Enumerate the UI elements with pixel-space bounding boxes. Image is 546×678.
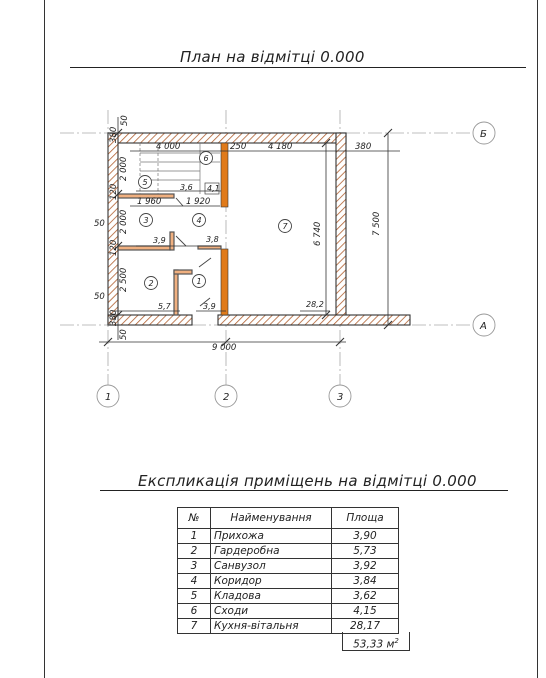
axis-2-label: 2 [223,392,230,403]
area-3-6: 3,6 [180,183,193,192]
dim-4180: 4 180 [268,142,293,152]
room-2: 2 [148,279,154,288]
row-name: Кухня-вітальня [211,619,332,634]
table-row [178,604,399,619]
room-7: 7 [282,222,288,231]
total-area-value: 53,33 м [353,638,395,651]
dim-left-2000-b: 2 000 [119,209,129,234]
bearing-partition [221,143,228,315]
row-name: Кладова [211,589,332,604]
row-no: 2 [178,544,211,559]
row-area: 5,73 [332,544,399,559]
header-area: Площа [332,508,399,529]
dim-left-2500: 2 500 [119,267,129,292]
row-no: 1 [178,529,211,544]
total-area [342,632,410,651]
row-name: Сходи [211,604,332,619]
area-3-9-b: 3,9 [203,302,216,311]
row-no: 7 [178,619,211,634]
axis-a-label: А [480,321,487,332]
explication-title-underline [100,490,508,491]
row-area: 3,90 [332,529,399,544]
area-3-8: 3,8 [206,235,219,244]
dim-380-right: 380 [355,142,372,152]
dim-7500: 7 500 [372,211,382,236]
dim-1920: 1 920 [186,197,211,207]
room-4: 4 [196,216,202,225]
axis-bubbles [97,122,495,407]
row-area: 3,92 [332,559,399,574]
row-name: Санвузол [211,559,332,574]
row-no: 4 [178,574,211,589]
row-name: Гардеробна [211,544,332,559]
row-area: 28,17 [332,619,399,634]
dim-4000: 4 000 [156,142,181,152]
interior-partitions [118,194,221,315]
room-5: 5 [142,178,148,187]
header-name: Найменування [211,508,332,529]
row-no: 3 [178,559,211,574]
explication-title: Експликація приміщень на відмітці 0.000 [138,472,477,490]
row-name: Коридор [211,574,332,589]
dim-left-50-top: 50 [120,115,130,126]
dim-left-2000-a: 2 000 [119,156,129,181]
table-row [178,529,399,544]
dim-9000: 9 000 [212,343,237,353]
table-row [178,589,399,604]
dim-left-380-top: 380 [109,126,119,143]
area-5-7: 5,7 [158,302,171,311]
dim-1960: 1 960 [137,197,162,207]
row-no: 5 [178,589,211,604]
header-no: № [178,508,211,529]
row-area: 4,15 [332,604,399,619]
room-markers [139,152,292,290]
area-28-2: 28,2 [306,300,324,309]
dim-left-50-mid: 50 [94,219,105,229]
axis-3-label: 3 [337,392,344,403]
table-header-row [178,508,399,529]
row-area: 3,62 [332,589,399,604]
dim-left-50-low: 50 [94,292,105,302]
dimension-ticks [104,126,392,346]
dim-left-120-a: 120 [109,183,119,200]
row-area: 3,84 [332,574,399,589]
dim-left-50-bot: 50 [119,329,129,340]
room-1: 1 [196,277,202,286]
table-row [178,544,399,559]
table-row [178,559,399,574]
dim-left-120-b: 120 [109,239,119,256]
dim-6740: 6 740 [313,221,323,246]
row-name: Прихожа [211,529,332,544]
table-row [178,574,399,589]
room-6: 6 [203,154,209,163]
dim-250: 250 [230,142,247,152]
plan-title: План на відмітці 0.000 [180,48,365,66]
axis-b-label: Б [480,129,487,140]
row-no: 6 [178,604,211,619]
door-swings [176,198,211,306]
explication-table [177,507,399,634]
dim-left-380-bot: 380 [109,309,119,326]
area-4-1: 4,1 [207,184,220,193]
room-3: 3 [143,216,149,225]
total-area-unit-sup: 2 [394,637,399,645]
axis-1-label: 1 [105,392,112,403]
area-labels [153,183,324,311]
area-3-9-a: 3,9 [153,236,166,245]
